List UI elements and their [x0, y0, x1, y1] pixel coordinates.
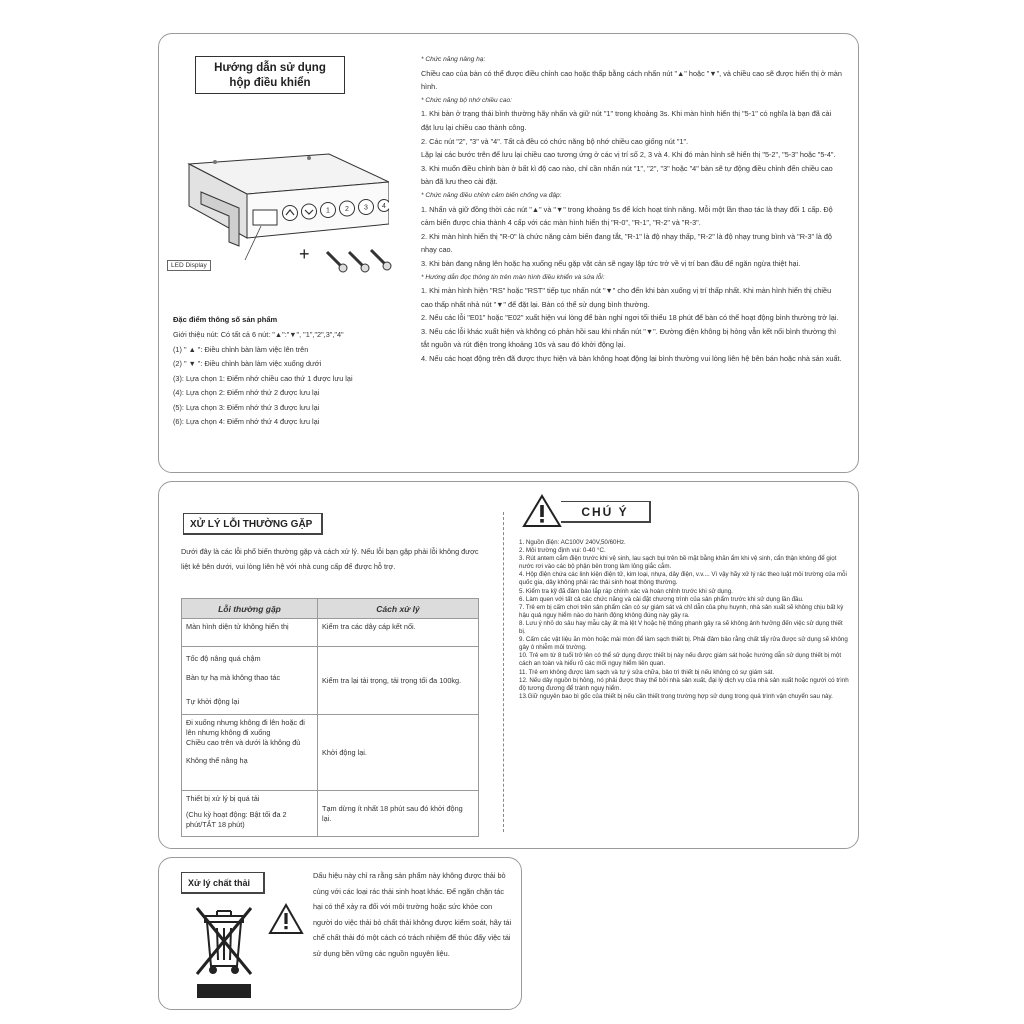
guide-title-line1: Hướng dẫn sử dụng [214, 62, 326, 74]
problem-text: Màn hình diện tử không hiển thị [186, 622, 289, 631]
instruction-heading: * Chức năng bộ nhớ chiều cao: [421, 96, 513, 104]
solution-cell: Khởi động lại. [318, 715, 479, 791]
problem-text: Tự khởi động lại [186, 697, 240, 706]
instruction-paragraph: 3. Nếu các lỗi khác xuất hiện và không có phản hồi sau khi nhấn nút "▼". Đường điện không bị hỏng vẫn kết nối bình thường thì tắt nguồn và rút điện trong khoảng 10s và sau đó khởi động lại. [421, 326, 837, 350]
solution-cell: Tạm dừng ít nhất 18 phút sau đó khởi động lại. [318, 791, 479, 837]
guide-title-box [195, 56, 345, 94]
instruction-paragraph: 3. Khi muốn điều chỉnh bàn ở bất kì độ cao nào, chỉ cần nhấn nút "1", "2", "3" hoặc "4" bàn sẽ tự động điều chỉnh đến chiều cao bàn đã lưu theo cài đặt. [421, 163, 833, 187]
plus-sign: + [299, 244, 310, 264]
instruction-paragraph: 1. Nhấn và giữ đồng thời các nút "▲" và "▼" trong khoảng 5s để kích hoạt tính năng. Mỗi một lần thao tác là thay đổi 1 cấp. Độ cảm biến được chia thành 4 cấp với các màn hình hiển thị "R-0", "R-1", "R-2" và "R-3". [421, 204, 833, 228]
caution-item: 6. Làm quen với tất cả các chức năng và cài đặt chương trình của sản phẩm trước khi sử dụng lần đầu. [519, 595, 804, 603]
problem-text: Chiều cao trên và dưới là không đủ [186, 738, 301, 747]
specs-list [173, 328, 433, 430]
caution-item: 1. Nguồn điện: AC100V 240V,50/60Hz. [519, 539, 626, 546]
table-row [182, 715, 479, 791]
troubleshooting-table [181, 598, 479, 837]
troubleshooting-title: XỬ LÝ LỖI THƯỜNG GẶP [183, 513, 323, 535]
table-row [182, 619, 479, 647]
usage-instructions [421, 53, 843, 366]
problem-cell [182, 647, 318, 715]
caution-list [519, 539, 849, 701]
instruction-paragraph: 1. Khi bàn ở trạng thái bình thường hãy nhấn và giữ nút "1" trong khoảng 3s. Khi màn hình hiển thị "5-1" có nghĩa là bạn đã cài đặt lưu lại chiều cao thành công. [421, 109, 832, 132]
caution-item: 10. Trẻ em từ 8 tuổi trở lên có thể sử dụng được thiết bị này nếu được giám sát hoặc hướng dẫn sử dụng thiết bị một cách an toàn và hiểu rõ các mối nguy hiểm liên quan. [519, 652, 842, 668]
instruction-paragraph: Lặp lại các bước trên để lưu lại chiều cao tương ứng ở các vị trí số 2, 3 và 4. Khi đó màn hình sẽ hiển thị "5-2", "5-3" hoặc "5-4". [421, 150, 836, 160]
warning-triangle-icon [267, 902, 305, 936]
problem-text: Không thể nâng hạ [186, 756, 248, 765]
spec-item: (3): Lựa chọn 1: Điểm nhớ chiều cao thứ 1 được lưu lại [173, 373, 353, 383]
instruction-heading: * Chức năng nâng hạ: [421, 56, 486, 63]
caution-title: CHÚ Ý [561, 501, 651, 523]
screws-icon [319, 244, 399, 274]
solution-cell: Kiểm tra các dây cáp kết nối. [318, 619, 479, 647]
led-display-label: LED Display [167, 260, 211, 271]
instruction-paragraph: 2. Khi màn hình hiển thị "R-0" là chức năng cảm biến đang tắt, "R-1" là độ nhạy thấp, "R-2" là độ nhạy trung bình và "R-3" là độ nhạy cao. [421, 231, 832, 255]
table-row [182, 647, 479, 715]
spec-item: Giới thiệu nút: Có tất cả 6 nút: "▲":"▼", "1","2",3","4" [173, 330, 344, 339]
caution-item: 12. Nếu dây nguồn bị hỏng, nó phải được thay thế bởi nhà sản xuất, đại lý dịch vụ của nhà sản xuất hoặc người có trình độ tương đương để tránh nguy hiểm. [519, 676, 849, 692]
caution-item: 2. Môi trường định vui: 0-40 °C. [519, 547, 606, 555]
problem-text: Thiết bị xử lý bị quá tải [186, 794, 260, 803]
instruction-heading: * Hướng dẫn đọc thông tin trên màn hình điều khiển và sửa lỗi: [421, 273, 605, 281]
caution-item: 7. Trẻ em bị cấm chơi trên sản phẩm cần có sự giám sát và chỉ dẫn của phụ huynh, nhà sản xuất sẽ không chịu bất kỳ hậu quả nguy hiểm nào do hành động không đúng này gây ra. [519, 603, 844, 619]
caution-item: 4. Hộp điện chứa các linh kiện điện tử, kim loại, nhựa, dây điện, v.v.... Vì vậy hãy xử lý rác theo luật môi trường của mỗi quốc gia, dây không phải rác thải sinh hoạt thông thường. [519, 571, 847, 587]
specs-title: Đặc điểm thông số sản phẩm [173, 315, 278, 324]
warning-triangle-icon [521, 493, 563, 529]
instruction-paragraph: 3. Khi bàn đang nâng lên hoặc hạ xuống nếu gặp vật cản sẽ ngay lập tức trở về vị trí ban đầu để ngăn ngừa thiệt hại. [421, 258, 801, 268]
caution-item: 8. Lưu ý nhỏ do sâu hay mẫu cây ất mà lệt V hoặc hệ thống phanh gây ra sẽ không ảnh hưởng đến việc sử dụng thiết bị. [519, 619, 843, 636]
waste-title: Xử lý chất thải [181, 872, 265, 894]
problem-cell [182, 619, 318, 647]
caution-item: 3. Rút antem cắm điện trước khi vệ sinh, lau sạch bụi trên bề mặt bằng khăn ẩm khi vệ sinh, cẩn thận không để giọt nước rơi vào các bộ phận bên trong làm lỏng giắc cắm. [519, 555, 837, 571]
problem-text: (Chu kỳ hoạt động: Bật tối đa 2 phút/TẮT 18 phút) [186, 810, 287, 829]
caution-item: 5. Kiểm tra kỹ đã đảm bảo lắp ráp chính xác và hoàn chỉnh trước khi sử dụng. [519, 587, 733, 595]
waste-description: Dấu hiệu này chỉ ra rằng sản phẩm này không được thải bỏ cùng với các loại rác thải sinh hoạt khác. Để ngăn chặn tác hại có thể xảy ra đối với môi trường hoặc sức khỏe con người do việc thải bỏ chất thải không được kiểm soát, hãy tái chế chất thải đó một cách có trách nhiệm để thúc đẩy việc tái sử dụng bền vững các nguồn nguyên liệu. [313, 871, 512, 958]
instruction-paragraph: 2. Nếu các lỗi "E01" hoặc "E02" xuất hiện vui lòng để bàn nghỉ ngơi tối thiểu 18 phút để bàn có thể hoạt động bình thường trở lại. [421, 313, 839, 323]
spec-item: (4): Lựa chọn 2: Điểm nhớ thứ 2 được lưu lại [173, 388, 320, 397]
col-solution-header: Cách xử lý [318, 599, 479, 619]
svg-text:2: 2 [345, 206, 349, 213]
control-box-guide-panel [158, 33, 859, 473]
col-problem-header: Lỗi thường gặp [182, 599, 318, 619]
spec-item: (6): Lựa chọn 4: Điểm nhớ thứ 4 được lưu lại [173, 417, 320, 426]
instruction-paragraph: 2. Các nút "2", "3" và "4". Tất cả đều có chức năng bộ nhớ chiều cao giống nút "1". [421, 136, 689, 146]
svg-text:4: 4 [382, 203, 386, 210]
instruction-paragraph: 1. Khi màn hình hiện "RS" hoặc "RST" tiếp tục nhấn nút "▼" cho đến khi bàn xuống vị trí thấp nhất. Khi màn hình hiển thị chiều cao thấp nhất nhả nút "▼" để đặt lại. Bàn có thể sử dụng bình thường. [421, 286, 832, 309]
caution-item: 13.Giữ nguyên bao bì gốc của thiết bị nếu cần thiết trong trường hợp sử dụng trong quá trình vận chuyển sau này. [519, 692, 833, 700]
troubleshooting-panel [158, 481, 859, 849]
problem-text: Bàn tự hạ mà không thao tác [186, 673, 281, 682]
problem-cell [182, 791, 318, 837]
solution-cell: Kiểm tra lại tải trọng, tải trọng tối đa 100kg. [318, 647, 479, 715]
spec-item: (1) " ▲ ": Điều chỉnh bàn làm việc lên trên [173, 344, 309, 354]
problem-text: Đi xuống nhưng không đi lên hoặc đi lên nhưng không đi xuống [186, 718, 305, 737]
problem-text: Tốc độ nâng quá chậm [186, 654, 261, 663]
column-divider [503, 512, 504, 832]
caution-item: 9. Cấm các vật liệu ăn mòn hoặc mài mòn để làm sạch thiết bị. Phải đảm bảo rằng chất tẩy rửa được sử dụng sẽ không gây ô nhiễm môi trường. [519, 636, 848, 652]
svg-text:1: 1 [326, 207, 330, 215]
spec-item: (5): Lựa chọn 3: Điểm nhớ thứ 3 được lưu lại [173, 402, 320, 412]
caution-item: 11. Trẻ em không được làm sạch và tự ý sửa chữa, bảo trì thiết bị nếu không có sự giám sát. [519, 668, 775, 676]
svg-text:3: 3 [364, 204, 368, 212]
troubleshooting-intro: Dưới đây là các lỗi phổ biến thường gặp và cách xử lý. Nếu lỗi bạn gặp phải lỗi không được liệt kê bên dưới, vui lòng liên hệ với nhà cung cấp để được hỗ trợ. [181, 547, 479, 571]
instruction-paragraph: Chiều cao của bàn có thể được điều chỉnh cao hoặc thấp bằng cách nhấn nút "▲" hoặc "▼", và chiều cao sẽ được hiển thị ở màn hình. [421, 68, 842, 92]
table-row [182, 791, 479, 837]
spec-item: (2) " ▼ ": Điều chỉnh bàn làm việc xuống dưới [173, 359, 322, 368]
guide-title-line2: hộp điều khiển [229, 77, 311, 89]
instruction-heading: * Chức năng điều chỉnh cảm biến chống va đập: [421, 191, 562, 199]
crossed-out-bin-icon [191, 902, 257, 1002]
waste-disposal-panel [158, 857, 522, 1010]
problem-cell [182, 715, 318, 791]
instruction-paragraph: 4. Nếu các hoạt động trên đã được thực hiện và bàn không hoạt động lại bình thường vui lòng liên hệ bên bán hoặc nhà sản xuất. [421, 354, 842, 364]
